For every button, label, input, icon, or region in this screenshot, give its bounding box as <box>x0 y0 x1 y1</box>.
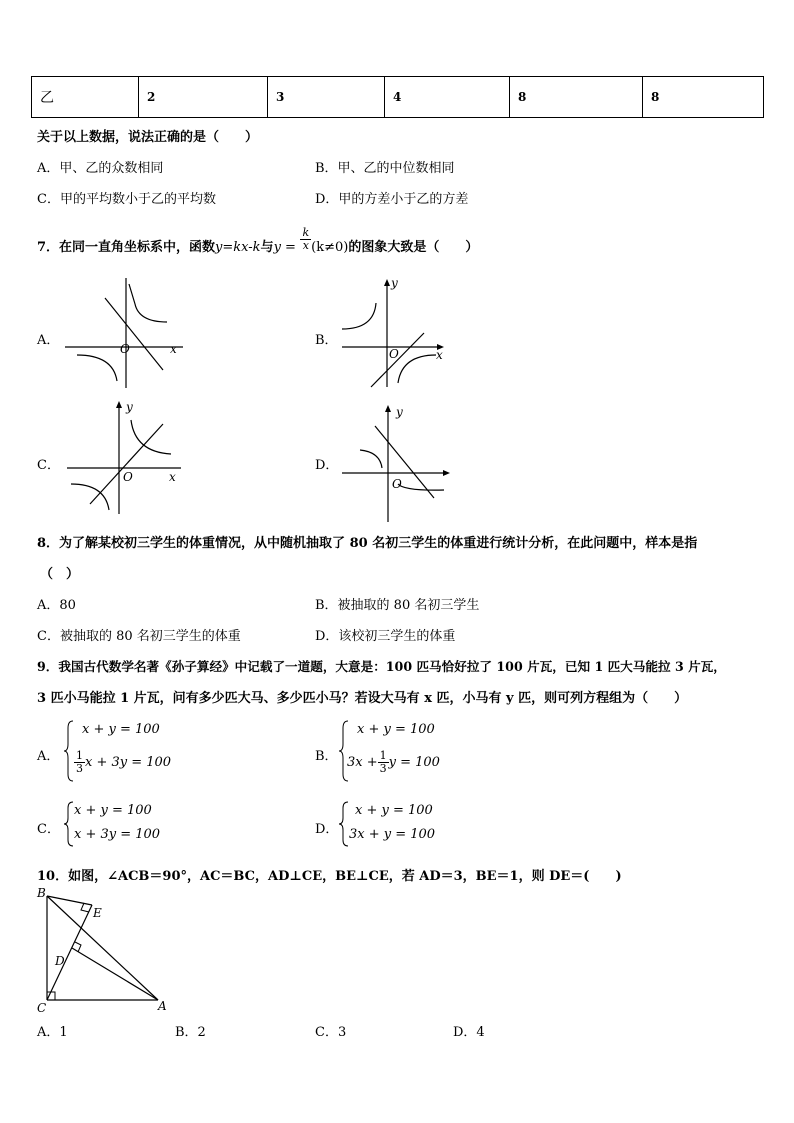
q8-option-a[interactable]: A．80 <box>37 598 76 613</box>
data-table <box>31 76 764 118</box>
q7-graph-c[interactable] <box>65 398 193 516</box>
hyperbola-branch <box>360 450 382 468</box>
q10-option-b[interactable]: B．2 <box>175 1025 206 1040</box>
q7-stem-suffix: 的图象大致是（ ） <box>348 240 479 255</box>
q7-stem-prefix: 7．在同一直角坐标系中，函数 <box>37 240 216 255</box>
q9-option-a-system[interactable] <box>64 720 184 782</box>
table-cell: 3 <box>268 77 385 118</box>
q8-option-b[interactable]: B．被抽取的 80 名初三学生 <box>315 598 480 613</box>
hyperbola-branch <box>398 484 444 490</box>
brace-icon <box>64 720 74 782</box>
q9-option-a-label[interactable]: A． <box>37 749 60 764</box>
q7-graph-d[interactable] <box>340 400 452 524</box>
brace-icon <box>339 801 349 847</box>
frac-den: 3 <box>379 762 387 775</box>
table-cell: 8 <box>643 77 764 118</box>
q7-graph-b[interactable] <box>336 273 452 391</box>
q7-func2: y = <box>273 240 296 255</box>
q7-frac-num: k <box>302 226 310 239</box>
point-d-label: D <box>55 954 65 968</box>
y-axis-label: y <box>396 405 403 419</box>
x-axis-label: x <box>169 470 176 484</box>
table-row <box>32 77 764 118</box>
y-axis-arrow <box>384 279 390 286</box>
q9-option-d-label[interactable]: D． <box>315 822 339 837</box>
equation-2: 3x + y = 100 <box>349 827 436 842</box>
origin-label: O <box>123 470 133 484</box>
q7-frac-den: x <box>302 239 309 252</box>
equation-2: x + 3y = 100 <box>74 827 161 842</box>
segment-ab <box>47 896 158 1000</box>
q10-option-c[interactable]: C．3 <box>315 1025 347 1040</box>
q9-stem-line1: 9．我国古代数学名著《孙子算经》中记载了一道题，大意是：100 匹马恰好拉了 100 片瓦，已知 1 匹大马能拉 3 片瓦， <box>37 659 726 674</box>
q6-option-a[interactable]: A．甲、乙的众数相同 <box>37 161 164 176</box>
equation-1: x + y = 100 <box>74 803 152 818</box>
table-row-label: 乙 <box>32 77 139 118</box>
q7-condition: (k≠0) <box>311 240 349 255</box>
linear-line <box>105 298 163 370</box>
equation-1: x + y = 100 <box>355 803 433 818</box>
q9-option-b-label[interactable]: B． <box>315 749 338 764</box>
q7-func1: y=kx-k <box>215 240 261 255</box>
q10-figure <box>34 884 174 1018</box>
point-c-label: C <box>37 1001 47 1015</box>
frac-num: 1 <box>379 749 387 762</box>
table-cell: 2 <box>139 77 268 118</box>
q10-option-d[interactable]: D．4 <box>453 1025 485 1040</box>
x-axis-label: x <box>436 348 443 362</box>
hyperbola-branch <box>398 355 436 383</box>
q9-option-b-system[interactable] <box>339 720 459 782</box>
frac-num: 1 <box>76 749 83 762</box>
q6-stem: 关于以上数据，说法正确的是（ ） <box>37 130 259 145</box>
y-axis-arrow <box>385 405 391 412</box>
q7-option-b-label[interactable]: B． <box>315 333 338 348</box>
q9-option-c-label[interactable]: C． <box>37 822 60 837</box>
hyperbola-branch <box>77 355 117 381</box>
q7-option-a-label[interactable]: A． <box>37 333 60 348</box>
equation-2 <box>74 750 171 775</box>
q8-stem-line1: 8．为了解某校初三学生的体重情况，从中随机抽取了 80 名初三学生的体重进行统计分析，在此问题中，样本是指 <box>37 536 698 551</box>
linear-line <box>90 424 163 504</box>
q7-option-c-label[interactable]: C． <box>37 458 60 473</box>
q7-option-d-label[interactable]: D． <box>315 458 339 473</box>
frac-den: 3 <box>76 762 83 775</box>
y-axis-label: y <box>391 276 398 290</box>
equation-2 <box>347 750 440 775</box>
equation-2-tail: y = 100 <box>388 755 440 770</box>
equation-1: x + y = 100 <box>357 722 435 737</box>
q9-stem-line2: 3 匹小马能拉 1 片瓦，问有多少匹大马、多少匹小马？若设大马有 x 匹，小马有 y 匹，则可列方程组为（ ） <box>37 691 688 706</box>
hyperbola-branch <box>342 303 376 329</box>
segment-ce <box>47 905 92 1000</box>
point-a-label: A <box>158 999 167 1013</box>
segment-be <box>47 896 92 905</box>
origin-label: O <box>120 342 130 356</box>
hyperbola-branch <box>129 284 167 322</box>
q10-option-a[interactable]: A．1 <box>37 1025 68 1040</box>
hyperbola-branch <box>71 484 109 510</box>
q6-option-c[interactable]: C．甲的平均数小于乙的平均数 <box>37 192 216 207</box>
brace-icon <box>64 801 74 847</box>
q7-graph-a[interactable] <box>65 278 193 390</box>
x-axis-arrow <box>443 470 450 476</box>
q9-option-d-system[interactable] <box>339 801 459 847</box>
q8-option-d[interactable]: D．该校初三学生的体重 <box>315 629 456 644</box>
y-axis-arrow <box>116 401 122 408</box>
point-b-label: B <box>37 886 46 900</box>
q6-option-b[interactable]: B．甲、乙的中位数相同 <box>315 161 455 176</box>
origin-label: O <box>389 347 399 361</box>
equation-1: x + y = 100 <box>82 722 160 737</box>
q7-stem <box>37 226 479 255</box>
y-axis-label: y <box>126 400 133 414</box>
x-axis-label: x <box>170 342 177 356</box>
q7-joiner: 与 <box>260 240 274 255</box>
equation-2-head: 3x + <box>347 755 378 770</box>
q9-option-c-system[interactable] <box>64 801 184 847</box>
point-e-label: E <box>93 906 102 920</box>
segment-ad <box>72 948 158 1000</box>
origin-label: O <box>392 477 402 491</box>
q6-option-d[interactable]: D．甲的方差小于乙的方差 <box>315 192 469 207</box>
equation-2-tail: x + 3y = 100 <box>85 755 172 770</box>
table-cell: 4 <box>385 77 510 118</box>
q8-option-c[interactable]: C．被抽取的 80 名初三学生的体重 <box>37 629 241 644</box>
table-cell: 8 <box>510 77 643 118</box>
q8-stem-line2: （ ） <box>40 567 80 582</box>
q10-stem: 10．如图，∠ACB＝90°，AC＝BC，AD⊥CE，BE⊥CE，若 AD＝3，BE＝1，则 DE＝( ) <box>37 869 622 884</box>
